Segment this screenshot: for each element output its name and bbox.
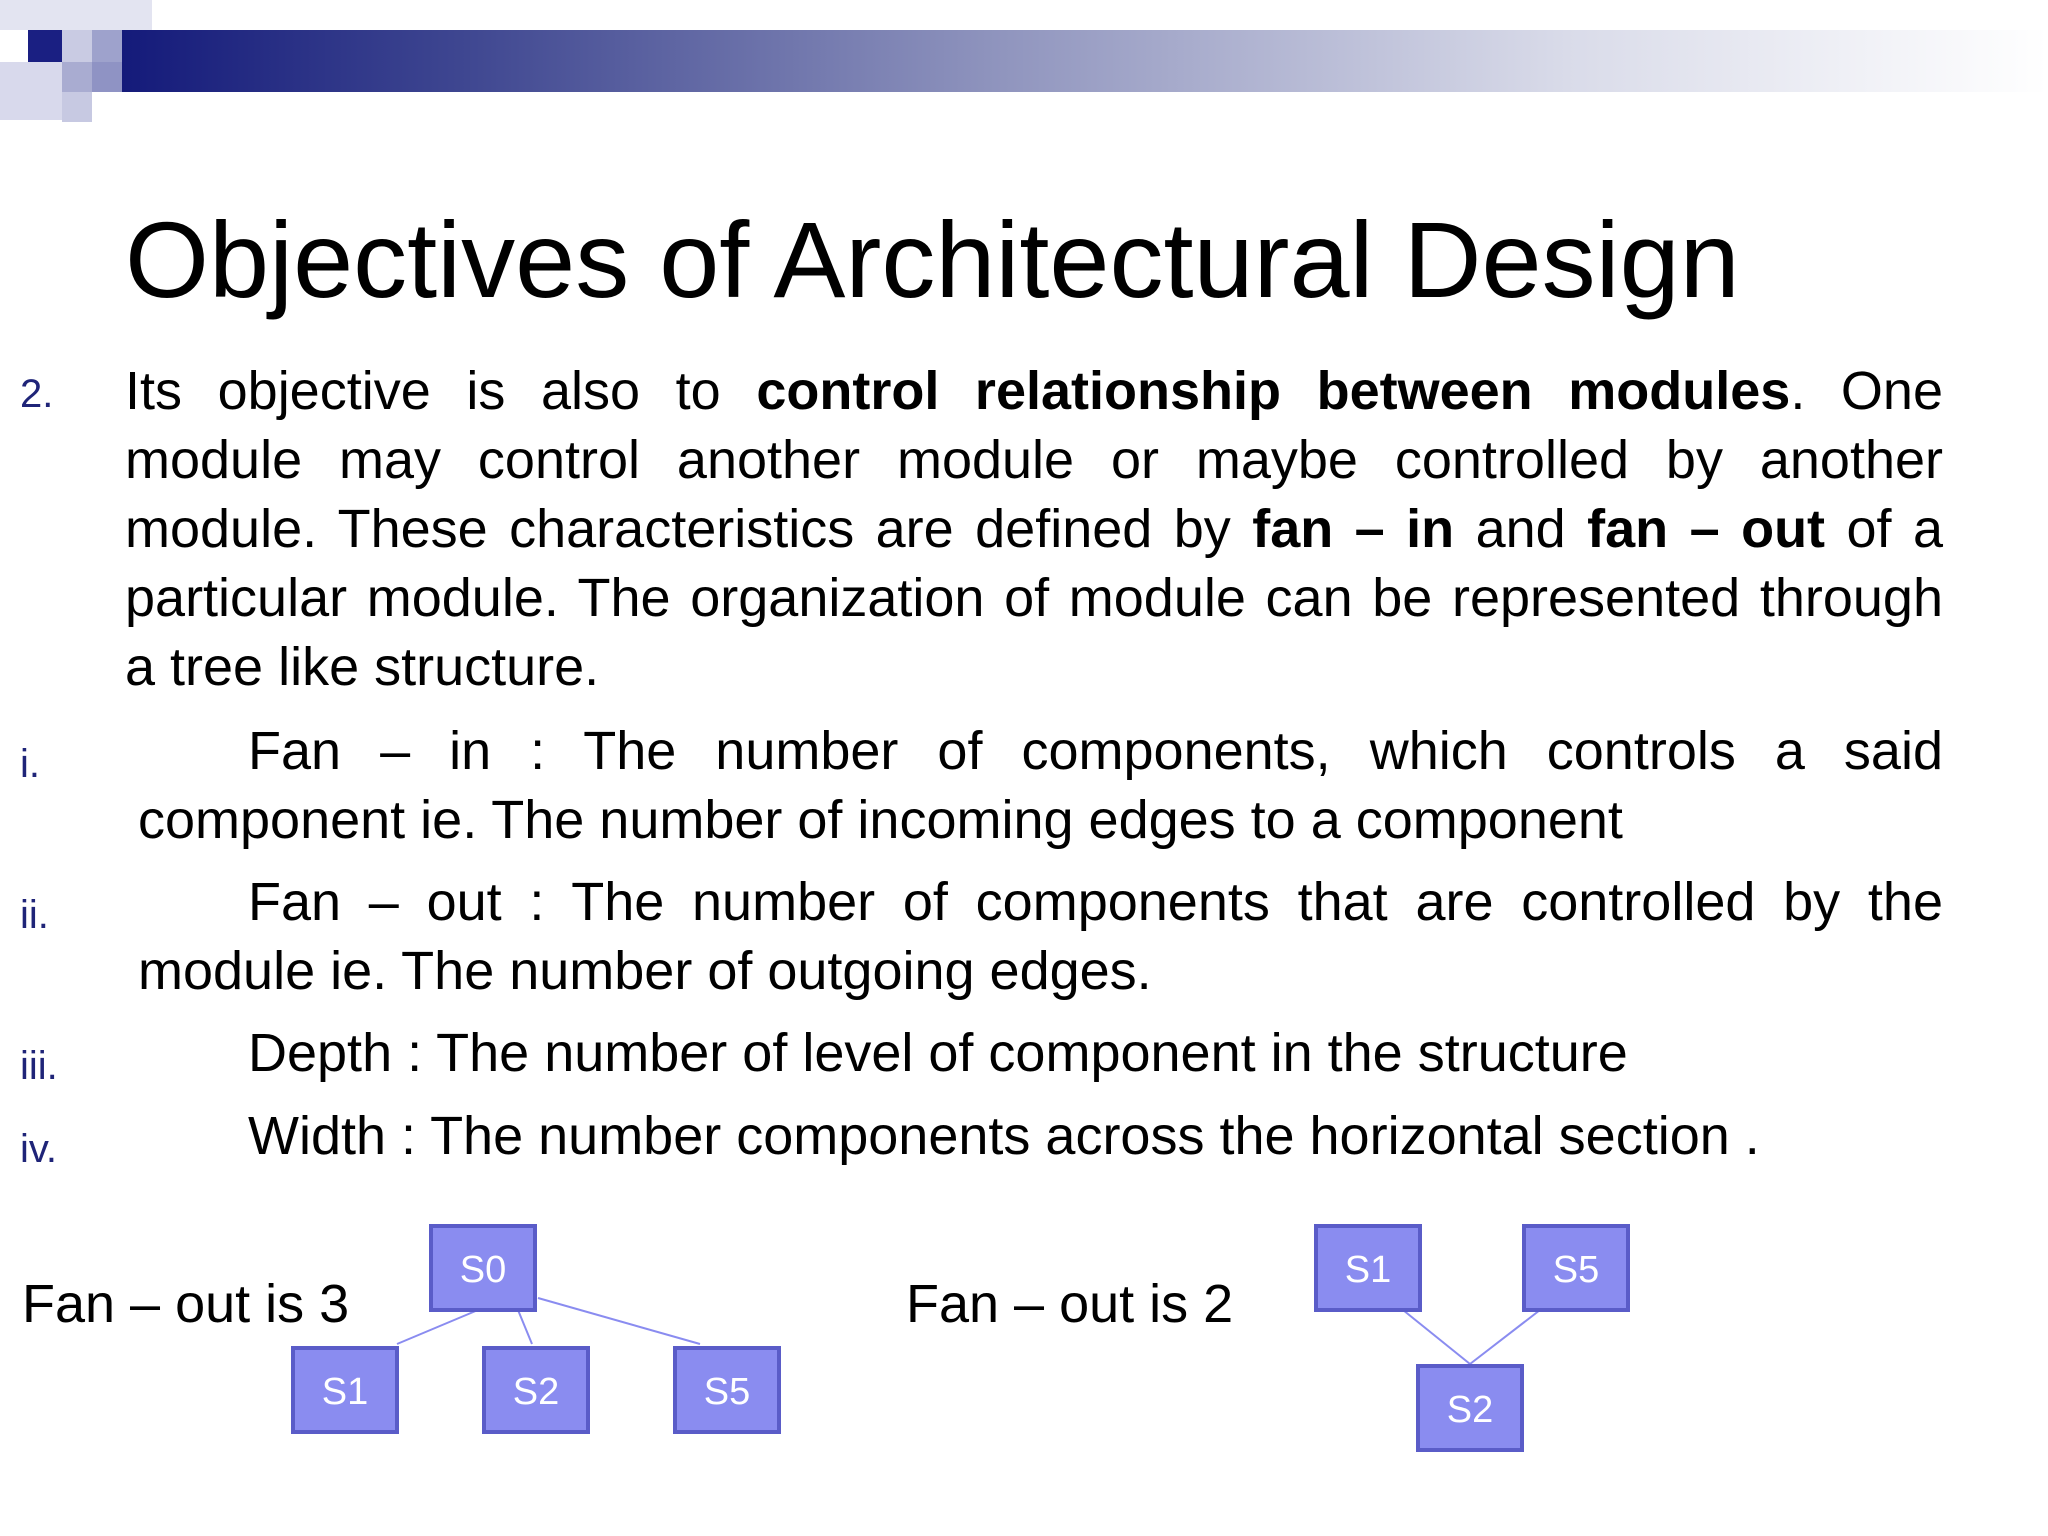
list-marker-i: i. (20, 742, 40, 786)
list-marker-iii: iii. (20, 1044, 58, 1088)
node-label: S2 (512, 1371, 560, 1413)
item-lead: Fan – in : (248, 721, 546, 781)
point-2-bold-c: fan – out (1587, 499, 1826, 559)
item-lead: Width : (248, 1106, 417, 1166)
tree-node-s5 (675, 1348, 779, 1432)
node-label: S5 (1552, 1249, 1600, 1291)
tree-node-s5 (1524, 1226, 1628, 1310)
point-2-text-d: of a particular module. The organization of module can be represented through a tree like structure. (125, 499, 1944, 697)
item-text: The number of components, which controls a said component ie. The number of incoming edges to a component (138, 721, 1943, 850)
diagram-1-label: Fan – out is 3 (22, 1274, 350, 1334)
slide-title: Objectives of Architectural Design (125, 199, 1740, 320)
point-2-bold-b: fan – in (1252, 499, 1455, 559)
diagram-2-label: Fan – out is 2 (906, 1274, 1234, 1334)
tree-node-s2 (484, 1348, 588, 1432)
tree-node-s1 (1316, 1226, 1420, 1310)
item-text: The number of level of component in the structure (422, 1023, 1628, 1083)
node-label: S5 (703, 1371, 751, 1413)
list-marker-iv: iv. (20, 1127, 58, 1171)
list-marker-2: 2. (20, 372, 54, 416)
tree-edge (538, 1298, 700, 1344)
item-lead: Fan – out : (248, 872, 545, 932)
node-label: S0 (459, 1249, 507, 1291)
tree-edge (1403, 1310, 1470, 1364)
point-2-text-a: Its objective is also to (125, 361, 757, 421)
node-label: S1 (1344, 1249, 1392, 1291)
tree-edge (518, 1310, 532, 1344)
item-lead: Depth : (248, 1023, 423, 1083)
point-2-bold-a: control relationship between modules (756, 361, 1791, 421)
tree-edge (1470, 1310, 1540, 1364)
tree-node-s1 (293, 1348, 397, 1432)
point-2-text-b: . One module may control another module or maybe controlled by another module. These characteristics are defined by (125, 361, 1944, 559)
list-marker-ii: ii. (20, 893, 49, 937)
tree-node-s0 (431, 1226, 535, 1310)
node-label: S2 (1446, 1389, 1494, 1431)
tree-node-s2 (1418, 1366, 1522, 1450)
item-text: The number components across the horizontal section . (416, 1106, 1760, 1166)
node-label: S1 (321, 1371, 369, 1413)
item-text: The number of components that are controlled by the module ie. The number of outgoing edges. (138, 872, 1943, 1001)
tree-edge (397, 1310, 478, 1344)
point-2-text-c: and (1454, 499, 1588, 559)
